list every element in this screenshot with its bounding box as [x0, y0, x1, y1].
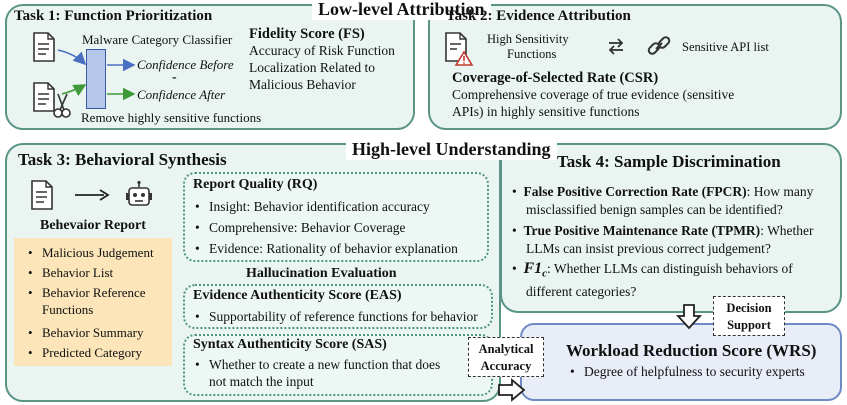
fpcr-text: : How many — [746, 184, 814, 199]
f1-item — [512, 260, 793, 301]
low-level-heading: Low-level Attribution — [312, 0, 491, 20]
blue-input-arrow — [58, 50, 85, 64]
f1-subscript: c — [542, 267, 548, 280]
f1-text: : Whether LLMs can distinguish behaviors of — [547, 261, 793, 276]
rq-items-list — [193, 196, 458, 259]
sensitive-api-label: Sensitive API list — [682, 40, 769, 54]
robot-icon — [124, 180, 154, 210]
sas-item: • Whether to create a new function that does — [193, 356, 440, 373]
analytical-accuracy-line-2: Accuracy — [480, 359, 532, 373]
rq-item: • Insight: Behavior identification accuracy — [193, 196, 458, 217]
rq-item: • Comprehensive: Behavior Coverage — [193, 217, 458, 238]
report-item-continued: Functions — [42, 302, 94, 317]
wrs-item: • Degree of helpfulness to security experts — [568, 363, 805, 381]
report-label: Behevaior Report — [40, 218, 146, 233]
bullet: • — [512, 223, 524, 238]
decision-support-line-1: Decision — [726, 301, 772, 315]
minus-sign: - — [172, 70, 177, 85]
decision-support-box — [713, 296, 785, 336]
confidence-before: Confidence Before — [137, 57, 234, 72]
sas-items-list — [193, 356, 440, 390]
rq-title: Report Quality (RQ) — [193, 177, 318, 192]
csr-desc-1: Comprehensive coverage of true evidence (sensitive — [452, 87, 735, 102]
report-item: • Behavior List — [26, 263, 154, 283]
arrow-down-icon — [676, 304, 702, 330]
fidelity-desc-2: Localization Related to — [249, 60, 375, 75]
report-item: • Predicted Category — [26, 343, 154, 363]
hallucination-label: Hallucination Evaluation — [246, 266, 397, 281]
tpmr-item — [512, 222, 814, 258]
f1-title: F1 — [523, 260, 543, 277]
sas-item-continued: not match the input — [209, 374, 314, 389]
eas-items-list — [193, 307, 478, 326]
hsf-label-2: Functions — [507, 47, 557, 61]
task3-title: Task 3: Behavioral Synthesis — [18, 150, 227, 169]
tpmr-text-2: LLMs can insist previous correct judgement? — [526, 241, 771, 256]
fpcr-item — [512, 183, 813, 219]
fpcr-title: False Positive Correction Rate (FPCR) — [523, 184, 747, 199]
fidelity-desc-1: Accuracy of Risk Function — [249, 43, 395, 58]
warning-document-icon — [444, 32, 474, 66]
wrs-box — [520, 323, 842, 401]
analytical-accuracy-box — [468, 337, 544, 377]
rq-item: • Evidence: Rationality of behavior explanation — [193, 238, 458, 259]
analytical-accuracy-line-1: Analytical — [478, 342, 534, 356]
report-item: • Behavior Reference — [26, 283, 154, 303]
remove-functions-label: Remove highly sensitive functions — [81, 110, 262, 125]
eas-item: • Supportability of reference functions for behavior — [193, 307, 478, 326]
confidence-after: Confidence After — [137, 87, 226, 102]
link-icon — [646, 33, 672, 59]
wrs-items-list — [568, 363, 805, 381]
task2-title: Task 2: Evidence Attribution — [446, 8, 631, 24]
fidelity-desc-3: Malicious Behavior — [249, 77, 356, 92]
report-item: • Malicious Judgement — [26, 243, 154, 263]
high-level-heading: High-level Understanding — [346, 138, 557, 160]
tpmr-title: True Positive Maintenance Rate (TPMR) — [523, 223, 761, 238]
report-items-list — [26, 243, 154, 363]
sas-title: Syntax Authenticity Score (SAS) — [193, 337, 387, 352]
csr-title: Coverage-of-Selected Rate (CSR) — [452, 70, 659, 86]
f1-text-2: different categories? — [526, 283, 637, 299]
bullet: • — [512, 184, 524, 199]
exchange-icon — [606, 36, 626, 56]
bullet: • — [512, 261, 524, 276]
tpmr-text: : Whether — [760, 223, 814, 238]
arrow-right-hollow-icon — [498, 379, 526, 401]
csr-desc-2: APIs) in highly sensitive functions — [452, 104, 640, 119]
hsf-label-1: High Sensitivity — [487, 32, 569, 46]
green-input-arrow — [62, 85, 85, 94]
report-document-icon — [30, 180, 54, 210]
classifier-label: Malware Category Classifier — [82, 32, 233, 47]
task1-title: Task 1: Function Prioritization — [14, 8, 213, 24]
wrs-title: Workload Reduction Score (WRS) — [566, 341, 817, 360]
task4-title: Task 4: Sample Discrimination — [557, 152, 781, 171]
eas-title: Evidence Authenticity Score (EAS) — [193, 288, 402, 303]
decision-support-line-2: Support — [727, 318, 771, 332]
arrow-right-icon — [74, 188, 110, 202]
fidelity-score-title: Fidelity Score (FS) — [249, 26, 365, 42]
fpcr-text-2: misclassified benign samples can be identified? — [526, 202, 783, 217]
report-item: • Behavior Summary — [26, 323, 154, 343]
